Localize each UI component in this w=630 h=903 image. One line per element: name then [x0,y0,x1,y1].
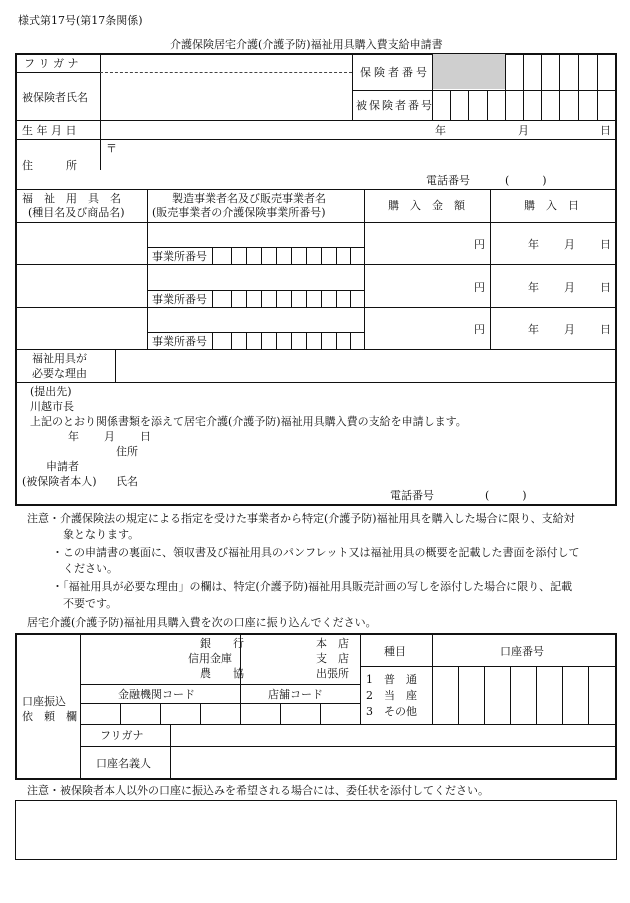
date-day: 日 [600,323,611,336]
bank-name-input[interactable] [84,638,188,682]
date-month: 月 [564,281,575,294]
date-year: 年 [528,238,539,251]
note-2b: ください。 [63,562,118,575]
phone-label: 電話番号 [426,174,470,187]
insured-name-label: 被保険者氏名 [22,91,88,104]
bank-type-agri: 農 協 [200,667,244,680]
phone-paren: ( ) [505,174,547,187]
applicant-label: 申請者 [46,460,79,473]
branch-code-label: 店舗コード [268,688,323,701]
col-amount-label: 購 入 金 額 [388,199,465,212]
date-year: 年 [528,323,539,336]
amount-yen: 円 [474,281,485,294]
date-month: 月 [564,323,575,336]
birth-day: 日 [600,124,611,137]
reason-label-2: 必要な理由 [32,367,87,380]
address-label: 住 所 [22,159,77,172]
declaration-month: 月 [104,430,115,443]
bank-type-bank: 銀 行 [200,637,244,650]
date-day: 日 [600,238,611,251]
reason-input[interactable] [120,352,614,381]
footer-note: 注意・被保険者本人以外の口座に振込みを希望される場合には、委任状を添付してください。 [27,784,489,797]
note-3a: ・「福祉用具が必要な理由」の欄は、特定(介護予防)福祉用具販売計画の写しを添付した場合に限り、記載 [52,580,573,593]
account-number-label: 口座番号 [500,645,544,658]
insured-number-label: 被保険者番号 [356,99,434,112]
furigana-label: フ リ ガ ナ [24,57,79,70]
account-type-2: 2 当 座 [366,689,417,702]
birth-month: 月 [518,124,529,137]
office-type-head: 本 店 [316,637,349,650]
date-year: 年 [528,281,539,294]
holder-name-label: 口座名義人 [96,757,151,770]
declaration-phone-paren: ( ) [485,489,527,502]
account-type-label: 種目 [384,645,406,658]
amount-yen: 円 [474,323,485,336]
insurer-number-label: 保険者番号 [360,66,430,79]
col-maker-label: 製造事業者名及び販売事業者名 [172,192,326,205]
office-type-sub: 出張所 [316,667,349,680]
branch-name-input[interactable] [244,638,314,682]
declaration-day: 日 [140,430,151,443]
col-item-sublabel: (種目名及び商品名) [28,206,125,219]
date-day: 日 [600,281,611,294]
form-number: 様式第17号(第17条関係) [18,14,143,27]
account-type-1: 1 普 通 [366,673,417,686]
memo-box [15,800,617,860]
office-number-label: 事業所番号 [152,335,207,348]
declaration-phone: 電話番号 [390,489,434,502]
declaration-statement: 上記のとおり関係書類を添えて居宅介護(介護予防)福祉用具購入費の支給を申請します。 [30,415,467,428]
insured-name-input[interactable] [104,76,352,118]
col-maker-sublabel: (販売事業者の介護保険事業所番号) [152,206,326,219]
transfer-request: 居宅介護(介護予防)福祉用具購入費を次の口座に振り込んでください。 [27,616,377,629]
note-2a: ・この申請書の裏面に、領収書及び福祉用具のパンフレット又は福祉用具の概要を記載した書面を添付して [52,546,580,559]
note-1b: 象となります。 [63,528,140,541]
bank-side-label-2: 依 頼 欄 [22,710,77,723]
office-number-label: 事業所番号 [152,293,207,306]
declaration-year: 年 [68,430,79,443]
note-1a: 注意・介護保険法の規定による指定を受けた事業者から特定(介護予防)福祉用具を購入した場合に限り、支給対 [27,512,575,525]
amount-yen: 円 [474,238,485,251]
birth-year: 年 [435,124,446,137]
postal-mark: 〒 [106,142,117,155]
col-date-label: 購 入 日 [524,199,579,212]
bank-side-label-1: 口座振込 [22,695,66,708]
insurer-number-shaded [433,54,505,89]
submit-to: (提出先) [30,385,72,398]
form-title: 介護保険居宅介護(介護予防)福祉用具購入費支給申請書 [170,38,443,51]
bank-type-credit: 信用金庫 [188,652,232,665]
mayor: 川越市長 [30,400,74,413]
date-month: 月 [564,238,575,251]
bank-code-label: 金融機関コード [118,688,195,701]
declaration-name: 氏名 [116,475,138,488]
declaration-address: 住所 [116,445,138,458]
reason-label-1: 福祉用具が [32,352,87,365]
birth-date-label: 生 年 月 日 [22,124,77,137]
holder-name-input[interactable] [175,750,615,778]
furigana-input[interactable] [104,55,352,72]
office-type-branch: 支 店 [316,652,349,665]
note-3b: 不要です。 [63,597,118,610]
col-item-label: 福 祉 用 具 名 [22,192,121,205]
holder-furigana-input[interactable] [175,727,615,745]
account-type-3: 3 その他 [366,705,417,718]
holder-furigana-label: フリガナ [100,729,144,742]
applicant-sublabel: (被保険者本人) [22,475,97,488]
office-number-label: 事業所番号 [152,250,207,263]
address-input[interactable] [120,146,604,172]
